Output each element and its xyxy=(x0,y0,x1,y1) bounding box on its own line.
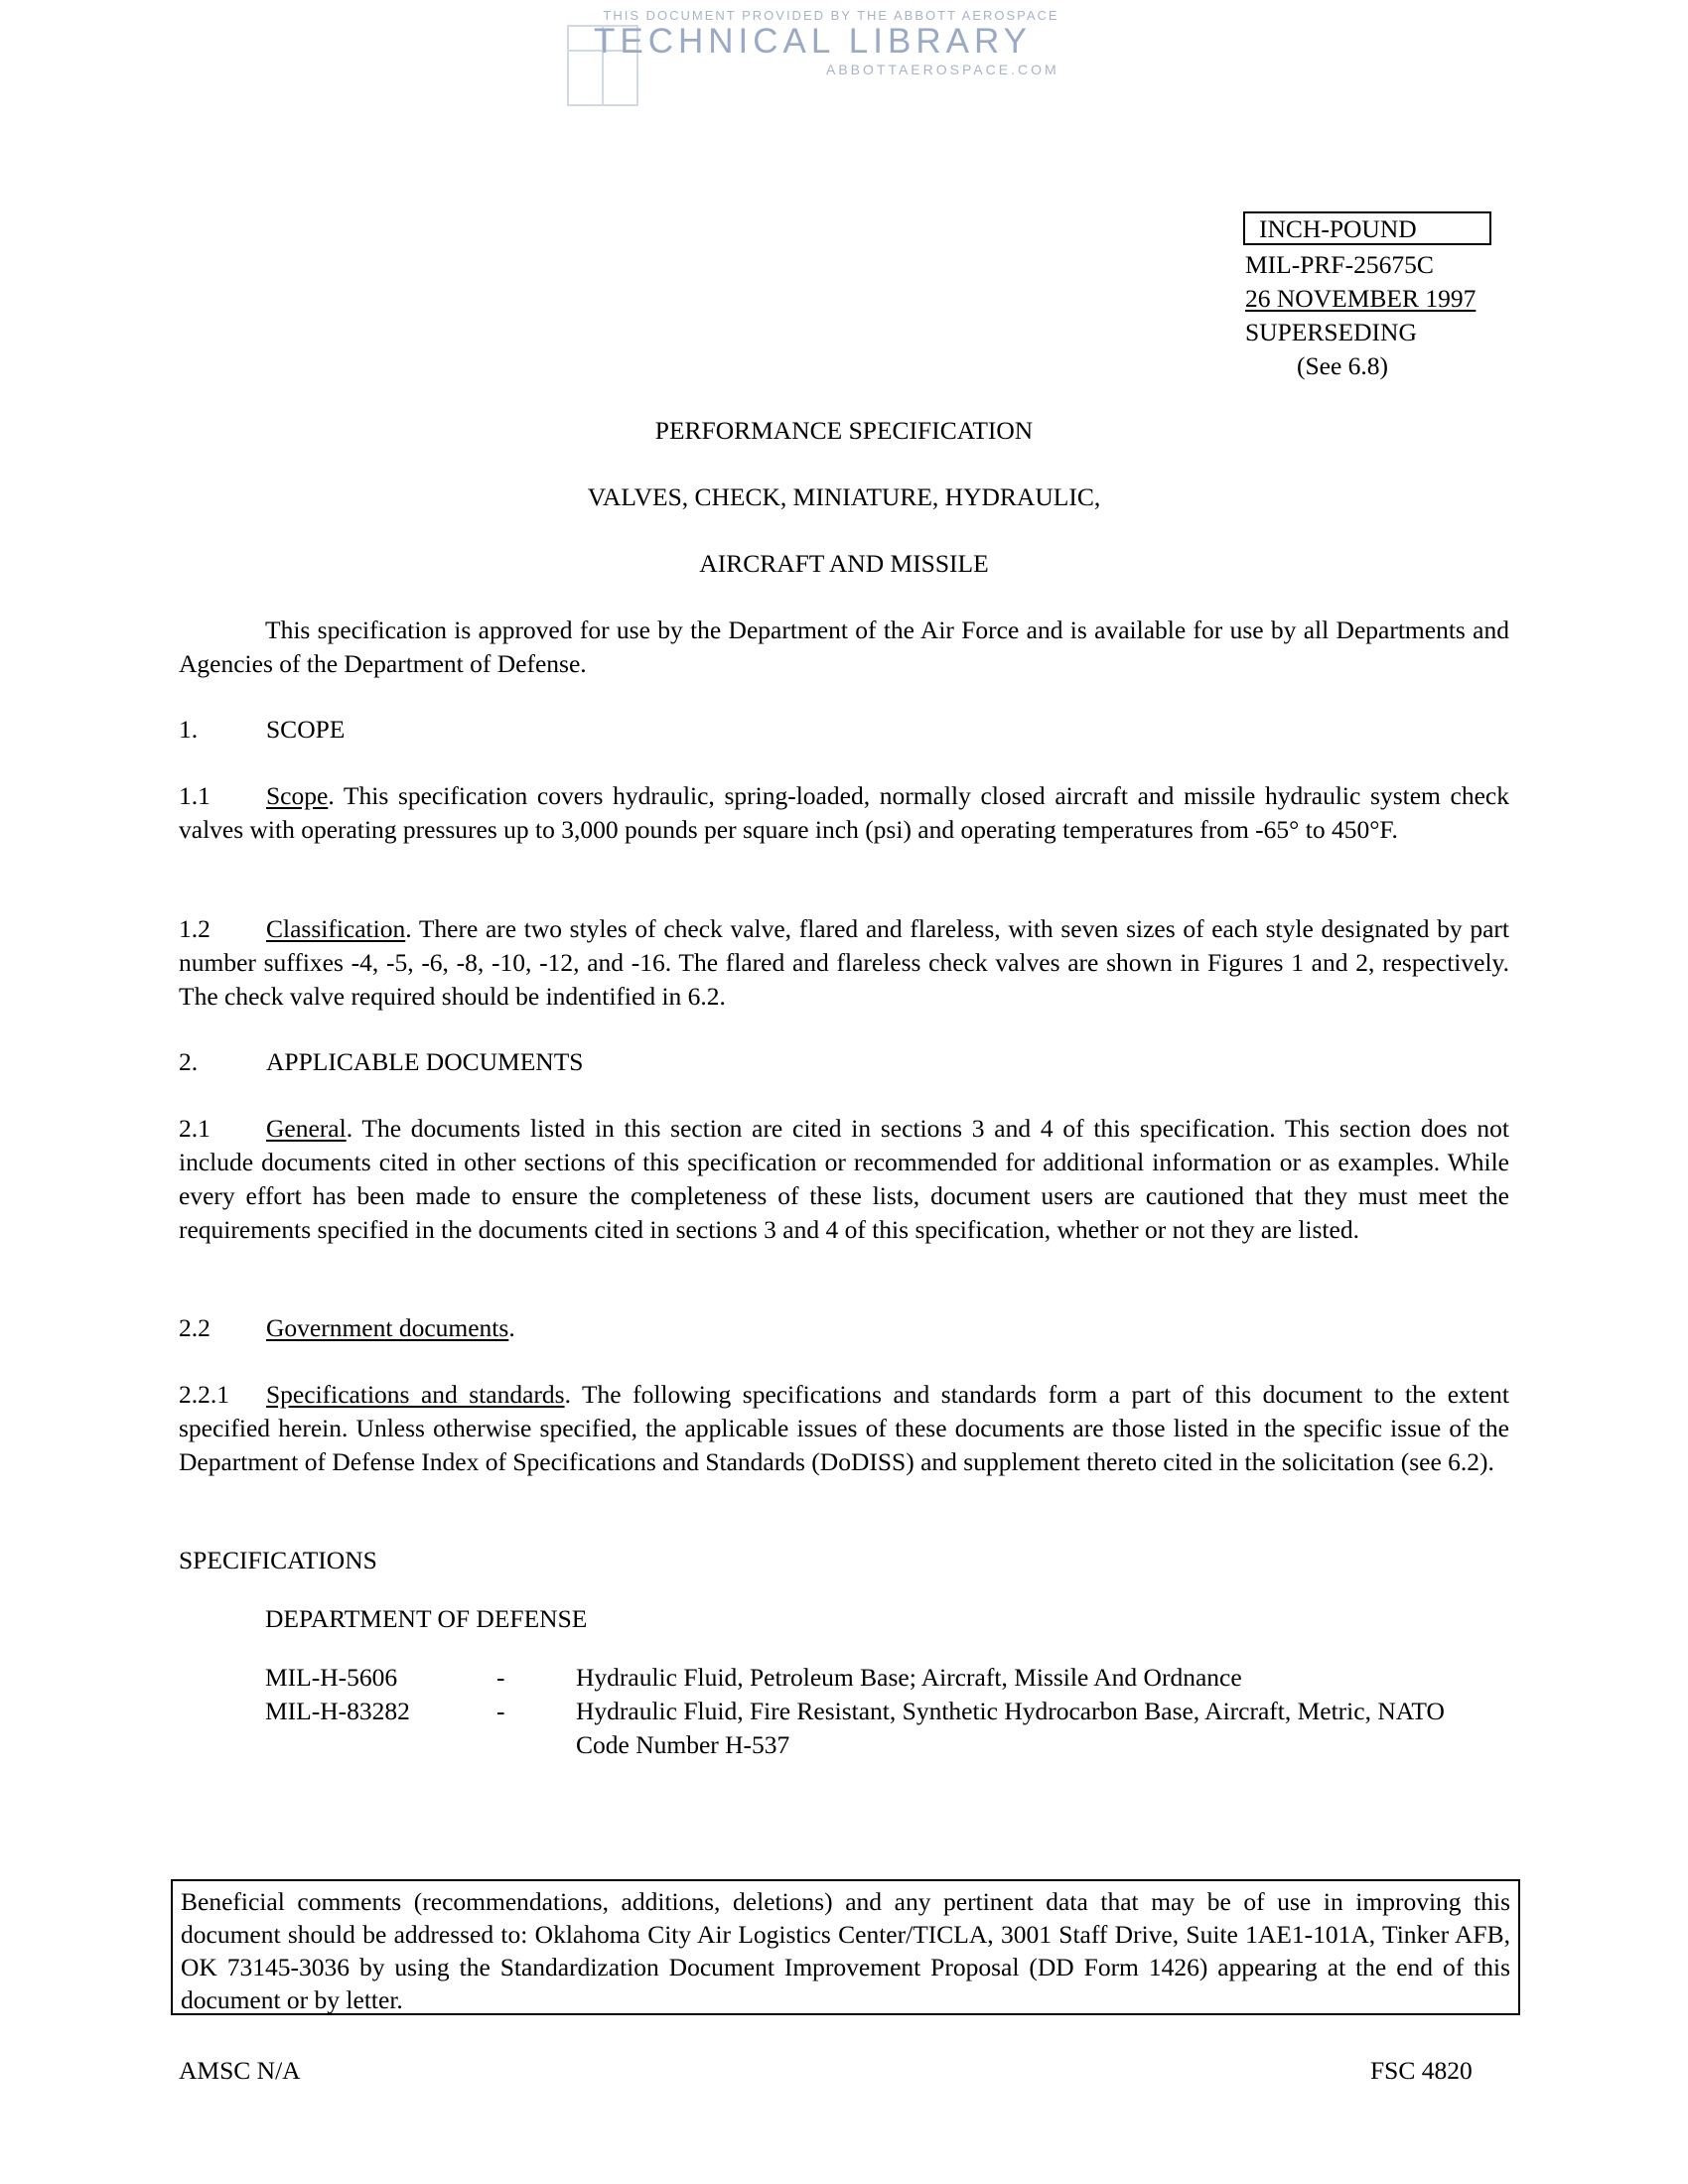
section-2-2-1 xyxy=(179,1378,1509,1479)
spec-dash: - xyxy=(496,1697,505,1725)
section-2-1 xyxy=(179,1112,1509,1247)
section-heading: Classification xyxy=(266,914,406,943)
watermark-top-line: THIS DOCUMENT PROVIDED BY THE ABBOTT AEROSPACE xyxy=(603,8,1059,23)
approval-paragraph xyxy=(179,614,1509,681)
section-number: 1.2 xyxy=(179,914,211,943)
spec-list-item xyxy=(265,1661,1457,1695)
superseding-label: SUPERSEDING xyxy=(1245,318,1417,346)
inch-pound-box: INCH-POUND xyxy=(1243,211,1491,245)
section-heading: Scope xyxy=(266,781,329,810)
spec-id: MIL-H-5606 xyxy=(265,1663,398,1692)
section-text: . The documents listed in this section are cited in sections 3 and 4 of this specification. This section does not include documents cited in other sections of this specification or recommended for additional information or as examples. While every effort has been made to ensure the completeness of these lists, document users are cautioned that they must meet the requirements specified in the documents cited in sections 3 and 4 of this specification, whether or not they are listed. xyxy=(179,1114,1509,1244)
fsc-code: FSC 4820 xyxy=(1370,2056,1473,2085)
section-heading: General xyxy=(266,1114,347,1143)
section-2-2 xyxy=(179,1311,1509,1345)
section-number: 2. xyxy=(179,1047,199,1076)
spec-description: Hydraulic Fluid, Fire Resistant, Synthetic Hydrocarbon Base, Aircraft, Metric, NATO Code Number H-537 xyxy=(576,1697,1445,1759)
doc-title-line1: VALVES, CHECK, MINIATURE, HYDRAULIC, xyxy=(587,482,1101,511)
section-2-heading xyxy=(179,1045,1509,1079)
watermark-url: ABBOTTAEROSPACE.COM xyxy=(826,62,1059,77)
section-1-1 xyxy=(179,779,1509,847)
section-text: . There are two styles of check valve, flared and flareless, with seven sizes of each style designated by part number suffixes -4, -5, -6, -8, -10, -12, and -16. The flared and flareless check valves are shown in Figures 1 and 2, respectively. The check valve required should be indentified in 6.2. xyxy=(179,914,1509,1011)
spec-list-item xyxy=(265,1695,1457,1762)
section-1-heading xyxy=(179,713,1509,747)
amsc-code: AMSC N/A xyxy=(179,2056,301,2085)
section-title: SCOPE xyxy=(266,715,346,744)
specifications-heading: SPECIFICATIONS xyxy=(179,1546,377,1574)
section-number: 2.2 xyxy=(179,1313,211,1342)
see-reference: (See 6.8) xyxy=(1297,351,1389,380)
watermark xyxy=(566,6,1122,115)
doc-number: MIL-PRF-25675C xyxy=(1245,250,1434,279)
comments-box: Beneficial comments (recommendations, additions, deletions) and any pertinent data that may be of use in improving this document should be addressed to: Oklahoma City Air Logistics Center/TICLA, 3001 Staff Drive, Suite 1AE1-101A, Tinker AFB, OK 73145-3036 by using the Standardization Document Improvement Proposal (DD Form 1426) appearing at the end of this document or by letter. xyxy=(171,1879,1520,2015)
section-number: 2.2.1 xyxy=(179,1380,229,1409)
dod-subheading: DEPARTMENT OF DEFENSE xyxy=(265,1604,588,1633)
section-number: 2.1 xyxy=(179,1114,211,1143)
section-text: . The following specifications and standards form a part of this document to the extent specified herein. Unless otherwise specified, the applicable issues of these documents are those listed in the specific issue of the Department of Defense Index of Specifications and Standards (DoDISS) and supplement thereto cited in the solicitation (see 6.2). xyxy=(179,1380,1509,1476)
doc-title-line2: AIRCRAFT AND MISSILE xyxy=(699,549,989,578)
section-1-2 xyxy=(179,912,1509,1014)
spec-dash: - xyxy=(496,1663,505,1692)
section-number: 1.1 xyxy=(179,781,211,810)
watermark-main-text: TECHNICAL LIBRARY xyxy=(594,22,1032,61)
doc-type-title: PERFORMANCE SPECIFICATION xyxy=(654,416,1034,445)
spec-id: MIL-H-83282 xyxy=(265,1697,410,1725)
section-title: APPLICABLE DOCUMENTS xyxy=(266,1047,584,1076)
spec-description: Hydraulic Fluid, Petroleum Base; Aircraft, Missile And Ordnance xyxy=(576,1663,1242,1692)
section-text: . This specification covers hydraulic, spring-loaded, normally closed aircraft and missile hydraulic system check valves with operating pressures up to 3,000 pounds per square inch (psi) and operating temperatures from -65° to 450°F. xyxy=(179,781,1509,844)
section-heading: Specifications and standards xyxy=(266,1380,565,1409)
section-heading: Government documents xyxy=(266,1313,509,1342)
approval-text: This specification is approved for use by the Department of the Air Force and is available for use by all Departments and Agencies of the Department of Defense. xyxy=(179,615,1509,678)
section-number: 1. xyxy=(179,715,199,744)
doc-date: 26 NOVEMBER 1997 xyxy=(1245,284,1477,313)
section-text: . xyxy=(508,1313,515,1342)
